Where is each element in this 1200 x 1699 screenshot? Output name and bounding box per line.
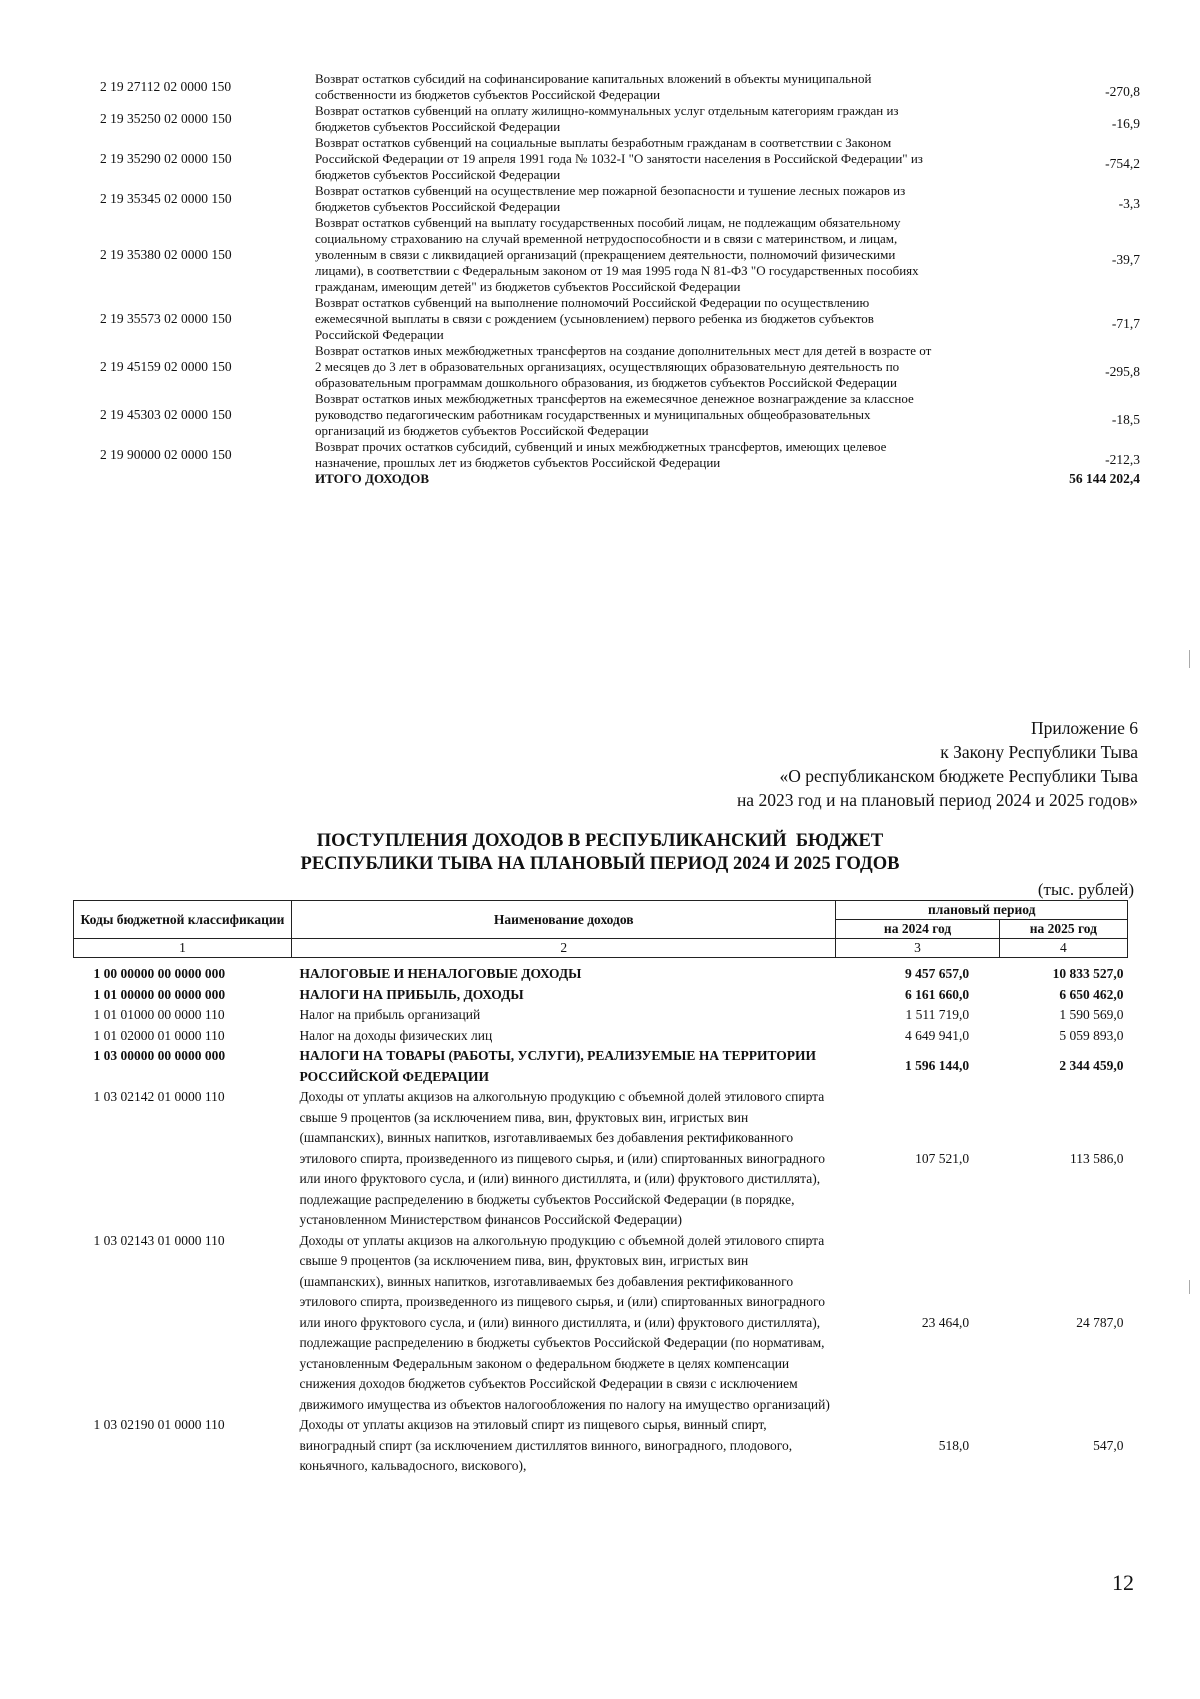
title-line: ПОСТУПЛЕНИЯ ДОХОДОВ В РЕСПУБЛИКАНСКИЙ БЮДЖЕТ (316, 831, 884, 851)
budget-code: 2 19 90000 02 0000 150 (100, 447, 232, 462)
revenue-amount: -39,7 (1111, 252, 1140, 267)
table-row (100, 135, 1140, 183)
page-number: 12 (1112, 1570, 1134, 1595)
total-amount: 56 144 202,4 (1069, 471, 1140, 486)
amount-2025: 10 833 527,0 (1052, 966, 1124, 981)
total-code-cell (100, 471, 315, 487)
table-row (100, 295, 1140, 343)
table-row (74, 1005, 1128, 1026)
header-codes: Коды бюджетной классификации (74, 901, 292, 939)
table-row (74, 1026, 1128, 1047)
revenue-amount: -3,3 (1118, 196, 1140, 211)
amount-2025: 24 787,0 (1076, 1314, 1124, 1330)
table-row (100, 71, 1140, 103)
budget-code: 2 19 45303 02 0000 150 (100, 407, 232, 422)
revenue-amount: -212,3 (1105, 452, 1140, 467)
budget-code: 1 03 02190 01 0000 110 (93, 1417, 225, 1432)
revenue-name: НАЛОГОВЫЕ И НЕНАЛОГОВЫЕ ДОХОДЫ (299, 966, 582, 981)
table-row (100, 183, 1140, 215)
amount-2025: 1 590 569,0 (1059, 1007, 1124, 1022)
table-row (100, 391, 1140, 439)
continued-revenue-table (100, 71, 1140, 487)
table-row (100, 343, 1140, 391)
table-row (100, 103, 1140, 135)
amount-2024: 1 511 719,0 (905, 1007, 970, 1022)
amount-2024: 1 596 144,0 (905, 1058, 970, 1074)
revenue-name: Налог на прибыль организаций (299, 1007, 481, 1022)
revenue-name: Возврат остатков иных межбюджетных трансфертов на ежемесячное денежное вознаграждение за классное руководство педагогическим работникам государственных и муниципальных общеобразовательных организаций из бюджетов субъектов Российской Федерации (315, 391, 914, 438)
amount-2024: 23 464,0 (921, 1314, 970, 1330)
amount-2024: 518,0 (938, 1437, 970, 1453)
revenue-name: Доходы от уплаты акцизов на алкогольную продукцию с объемной долей этилового спирта свыше 9 процентов (за исключением пива, вин, фруктовых вин, игристых вин (шампанских), винных напитков, изготавливаемых без добавления ректификованного этилового спирта, произведенного из пищевого сырья, и (или) спиртованных виноградного или иного фруктового сусла, и (или) винного дистиллята, и (или) фруктового дистиллята), подлежащие распределению в бюджеты субъектов Российской Федерации (в порядке, установленном Министерством финансов Российской Федерации) (299, 1089, 825, 1227)
table-row (100, 439, 1140, 471)
budget-code: 1 00 00000 00 0000 000 (93, 966, 226, 981)
header-2025: на 2025 год (999, 920, 1127, 939)
budget-code: 1 01 02000 01 0000 110 (93, 1027, 225, 1043)
table-row (74, 958, 1128, 985)
scan-edge-mark (1189, 650, 1190, 668)
revenue-plan-table (73, 900, 1128, 1477)
revenue-name: НАЛОГИ НА ТОВАРЫ (РАБОТЫ, УСЛУГИ), РЕАЛИЗУЕМЫЕ НА ТЕРРИТОРИИ РОССИЙСКОЙ ФЕДЕРАЦИИ (299, 1048, 817, 1084)
units-note: (тыс. рублей) (1037, 880, 1134, 899)
table-row (74, 1046, 1128, 1087)
revenue-name: Доходы от уплаты акцизов на алкогольную продукцию с объемной долей этилового спирта свыше 9 процентов (за исключением пива, вин, фруктовых вин, игристых вин (шампанских), винных напитков, изготавливаемых без добавления ректификованного этилового спирта, произведенного из пищевого сырья, и (или) спиртованных виноградного или иного фруктового сусла, и (или) винного дистиллята, и (или) фруктового дистиллята), подлежащие распределению в бюджеты субъектов Российской Федерации (по нормативам, установленным Федеральным законом о федеральном бюджете в целях компенсации снижения доходов бюджетов субъектов Российской Федерации в связи с исключением движимого имущества из объектов налогообложения по налогу на имущество организаций) (299, 1232, 830, 1412)
budget-code: 2 19 35250 02 0000 150 (100, 111, 232, 126)
document-title (0, 830, 1200, 876)
header-name: Наименование доходов (291, 901, 836, 939)
revenue-name: Возврат остатков субвенций на осуществление мер пожарной безопасности и тушение лесных пожаров из бюджетов субъектов Российской Федерации (315, 183, 906, 214)
appendix-line: на 2023 год и на плановый период 2024 и 2025 годов» (736, 790, 1138, 810)
column-number: 1 (74, 939, 292, 958)
title-line: РЕСПУБЛИКИ ТЫВА НА ПЛАНОВЫЙ ПЕРИОД 2024 И 2025 ГОДОВ (300, 854, 900, 874)
amount-2024: 107 521,0 (915, 1150, 970, 1166)
table-row (74, 1087, 1128, 1231)
amount-2025: 5 059 893,0 (1059, 1027, 1124, 1043)
amount-2024: 4 649 941,0 (905, 1027, 970, 1043)
appendix-line: к Закону Республики Тыва (940, 742, 1138, 762)
table-row (100, 215, 1140, 295)
table-row (74, 985, 1128, 1006)
appendix-caption (737, 716, 1138, 812)
amount-2025: 2 344 459,0 (1059, 1058, 1124, 1074)
revenue-name: Налог на доходы физических лиц (299, 1027, 493, 1043)
revenue-name: Возврат прочих остатков субсидий, субвенций и иных межбюджетных трансфертов, имеющих целевое назначение, прошлых лет из бюджетов субъектов Российской Федерации (315, 439, 887, 470)
amount-2025: 113 586,0 (1070, 1150, 1124, 1166)
column-number: 2 (291, 939, 836, 958)
budget-code: 1 03 00000 00 0000 000 (93, 1048, 226, 1063)
amount-2025: 6 650 462,0 (1059, 986, 1124, 1002)
scan-edge-mark (1189, 1280, 1190, 1294)
revenue-amount: -270,8 (1105, 84, 1140, 99)
budget-code: 2 19 35380 02 0000 150 (100, 247, 232, 262)
revenue-amount: -754,2 (1105, 156, 1140, 171)
budget-code: 2 19 27112 02 0000 150 (100, 79, 232, 94)
budget-code: 1 01 01000 00 0000 110 (93, 1007, 225, 1022)
revenue-amount: -295,8 (1105, 364, 1140, 379)
budget-code: 1 03 02142 01 0000 110 (93, 1089, 225, 1104)
budget-code: 2 19 45159 02 0000 150 (100, 359, 232, 374)
header-2024: на 2024 год (836, 920, 999, 939)
revenue-name: Доходы от уплаты акцизов на этиловый спирт из пищевого сырья, винный спирт, виноградный спирт (за исключением дистиллятов винного, виноградного, плодового, коньячного, кальвадосного, вискового), (299, 1417, 793, 1473)
amount-2025: 547,0 (1093, 1437, 1124, 1453)
budget-code: 1 03 02143 01 0000 110 (93, 1232, 225, 1248)
revenue-name: Возврат остатков субвенций на выполнение полномочий Российской Федерации по осуществлению ежемесячной выплаты в связи с рождением (усыновлением) первого ребенка из бюджетов субъектов Российской Федерации (315, 295, 874, 342)
revenue-name: Возврат остатков субсидий на софинансирование капитальных вложений в объекты муниципальной собственности из бюджетов субъектов Российской Федерации (315, 71, 872, 102)
budget-code: 2 19 35573 02 0000 150 (100, 311, 232, 326)
total-row (100, 471, 1140, 487)
total-label: ИТОГО ДОХОДОВ (315, 471, 429, 486)
table-row (74, 1231, 1128, 1416)
column-number: 4 (999, 939, 1127, 958)
revenue-amount: -16,9 (1111, 116, 1140, 131)
revenue-name: Возврат остатков субвенций на выплату государственных пособий лицам, не подлежащим обязательному социальному страхованию на случай временной нетрудоспособности и в связи с материнством, и лицам, уволенным в связи с ликвидацией организаций (прекращением деятельности, полномочий физическими лицами), в соответствии с Федеральным законом от 19 мая 1995 года N 81-ФЗ "О государственных пособиях гражданам, имеющим детей" из бюджетов субъектов Российской Федерации (315, 215, 919, 294)
revenue-name: Возврат остатков субвенций на социальные выплаты безработным гражданам в соответствии с Законом Российской Федерации от 19 апреля 1991 года № 1032-I "О занятости населения в Российской Федерации" из бюджетов субъектов Российской Федерации (315, 135, 923, 182)
column-number: 3 (836, 939, 999, 958)
appendix-line: Приложение 6 (1030, 718, 1138, 738)
revenue-name: НАЛОГИ НА ПРИБЫЛЬ, ДОХОДЫ (299, 986, 524, 1002)
budget-code: 2 19 35290 02 0000 150 (100, 151, 232, 166)
amount-2024: 6 161 660,0 (905, 986, 970, 1002)
amount-2024: 9 457 657,0 (905, 966, 970, 981)
budget-code: 2 19 35345 02 0000 150 (100, 191, 232, 206)
revenue-name: Возврат остатков субвенций на оплату жилищно-коммунальных услуг отдельным категориям граждан из бюджетов субъектов Российской Федерации (315, 103, 899, 134)
table-row (74, 1415, 1128, 1477)
budget-code: 1 01 00000 00 0000 000 (93, 986, 226, 1002)
appendix-line: «О республиканском бюджете Республики Тыва (779, 766, 1138, 786)
revenue-amount: -18,5 (1111, 412, 1140, 427)
revenue-name: Возврат остатков иных межбюджетных трансфертов на создание дополнительных мест для детей в возрасте от 2 месяцев до 3 лет в образовательных организациях, осуществляющих образовательную деятельность по образовательным программам дошкольного образования, из бюджетов субъектов Российской Федерации (315, 343, 932, 390)
revenue-amount: -71,7 (1111, 316, 1140, 331)
header-period: плановый период (836, 901, 1128, 920)
